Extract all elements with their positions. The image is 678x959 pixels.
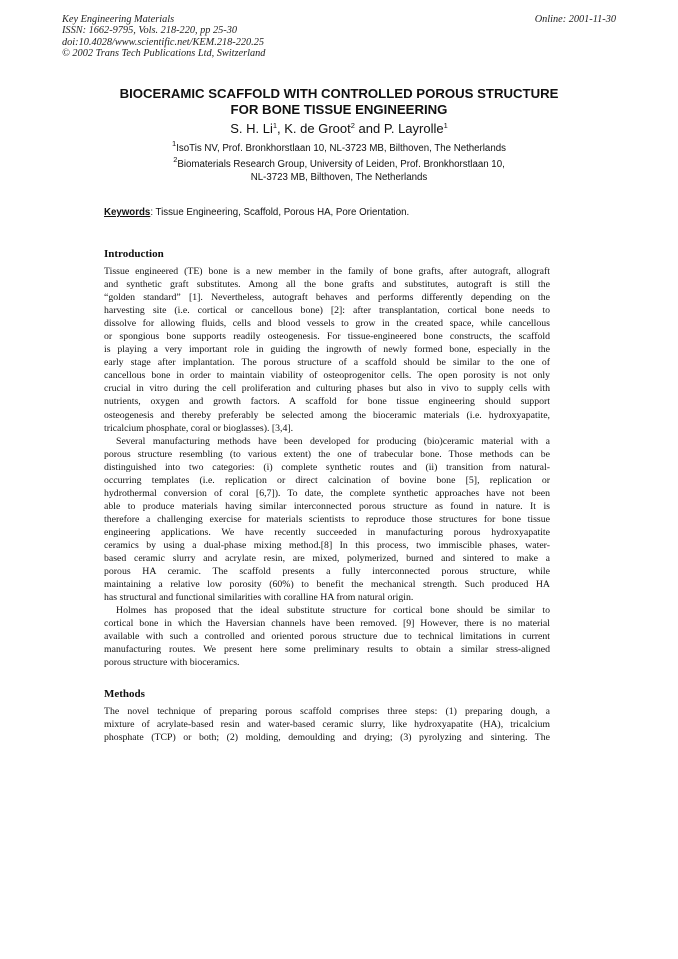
text-line: porous structure resembling (to various extent) the one of trabecular bone. Those methods can be	[104, 448, 550, 460]
text-line: early stage after implantation. The porous structure of a scaffold should be similar to the one of	[104, 357, 550, 369]
text-line: cortical bone in which the Haversian channels have been removed. [9] However, there is no material	[104, 618, 550, 630]
section-heading-methods: Methods	[104, 688, 145, 700]
journal-name: Key Engineering Materials	[62, 14, 175, 25]
text-line: based ceramic slurry and acrylate resin, are mixed, polymerized, burned and sintered to make a	[104, 553, 550, 565]
text-line: dissolve for allowing fluids, cells and blood vessels to grow in the created space, while cancellous	[104, 318, 550, 330]
text-line: distinguished into two categories: (i) complete synthetic routes and (ii) transition from natural-	[104, 461, 550, 473]
text-line: has structural and functional similarities with coralline HA from natural origin.	[104, 592, 414, 604]
author-1-affil-mark: 1	[272, 121, 278, 130]
text-line: cancellous bone in order to maintain viability of osteoprogenitor cells. The open porosity is not only	[104, 370, 550, 382]
affiliation-2-mark: 2	[173, 155, 178, 164]
author-2-affil-mark: 2	[350, 121, 355, 130]
author-separator: and	[354, 121, 384, 136]
text-line: Several manufacturing methods have been developed for producing (bio)ceramic material with a	[116, 435, 550, 447]
text-line: nutrients, oxygen and growth factors. A scaffold for bone tissue engineering should support	[104, 396, 550, 408]
author-1: S. H. Li	[230, 121, 273, 136]
text-line: harvesting site (i.e. cortical or cancellous bone) [2]: after transplantation, cortical bone needs to	[104, 305, 550, 317]
text-line: “golden standard” [1]. Nevertheless, autograft behaves and performs differently depending on the	[104, 292, 550, 304]
text-line: maintaining a relative low porosity (60%) to benefit the mechanical strength. Such produced HA	[104, 579, 550, 591]
author-3: P. Layrolle	[383, 121, 444, 136]
author-list	[62, 121, 616, 137]
paper-title	[62, 86, 616, 118]
affiliation-2-text-line-2: NL-3723 MB, Bilthoven, The Netherlands	[250, 171, 428, 183]
text-line: tricalcium phosphate, coral or bioglasses). [3,4].	[104, 422, 294, 434]
journal-header	[62, 14, 265, 59]
author-3-affil-mark: 1	[443, 121, 448, 130]
text-line: phosphate (TCP) or both; (2) molding, demoulding and drying; (3) pyrolyzing and sintering. The	[104, 732, 550, 744]
text-line: Holmes has proposed that the ideal substitute structure for cortical bone should be similar to	[116, 605, 550, 617]
text-line: is playing a very important role in guiding the ingrowth of newly formed bone, especially in the	[104, 344, 550, 356]
text-line: The novel technique of preparing porous scaffold comprises three steps: (1) preparing dough, a	[104, 706, 550, 717]
text-line: hydrothermal conversion of coral [6,7]). To date, the complete synthetic approaches have not been	[104, 487, 550, 499]
keywords-text: Tissue Engineering, Scaffold, Porous HA, Pore Orientation.	[155, 207, 410, 218]
affiliation-2	[62, 155, 616, 184]
affiliation-2-text-line-1: Biomaterials Research Group, University of Leiden, Prof. Bronkhorstlaan 10,	[177, 159, 505, 170]
online-date: Online: 2001-11-30	[534, 14, 616, 25]
text-line: crucial in vitro during the cell proliferation and culturing phases but also in vivo to supply cells with	[104, 383, 550, 395]
keywords-label: Keywords	[104, 207, 151, 218]
methods-body	[104, 705, 550, 744]
copyright-line: © 2002 Trans Tech Publications Ltd, Switzerland	[62, 47, 266, 59]
title-line-2: FOR BONE TISSUE ENGINEERING	[230, 102, 448, 117]
issn-line: ISSN: 1662-9795, Vols. 218-220, pp 25-30	[62, 25, 238, 37]
introduction-body	[104, 265, 550, 669]
text-line: able to produce materials having similar interconnected porous structure as found in nature. It is	[104, 500, 550, 512]
text-line: available with such a controlled and oriented porous structure due to technical limitations in current	[104, 631, 550, 643]
text-line: and synthetic graft substitutes. Among all the bone grafts and substitutes, autograft is still the	[104, 279, 550, 291]
affiliation-1-text: IsoTis NV, Prof. Bronkhorstlaan 10, NL-3723 MB, Bilthoven, The Netherlands	[176, 143, 506, 154]
text-line: porous HA ceramic. The scaffold presents a fully interconnected porous structure, while	[104, 566, 550, 578]
text-line: Tissue engineered (TE) bone is a new member in the family of bone grafts, after autograft, allograft	[104, 266, 550, 277]
text-line: osteogenesis and thereby preferably be selected among the bioceramic materials (i.e. hydroxyapatite,	[104, 409, 550, 421]
text-line: manufacturing routes. We present here some preliminary results to obtain a similar stress-aligned	[104, 644, 550, 656]
author-2: K. de Groot	[284, 121, 351, 136]
text-line: porous structure with bioceramics.	[104, 657, 240, 669]
affiliation-1-mark: 1	[172, 139, 177, 148]
text-line: engineering applications. We have recently succeeded in manufacturing porous hydroxyapatite	[104, 526, 550, 538]
text-line: occurring templates (i.e. replication or direct calcination of bovine bone [5], replication or	[104, 474, 550, 486]
keywords-line	[104, 207, 409, 219]
text-line: ceramics by using a dual-phase mixing method.[8] In this process, two immiscible phases, water-	[104, 539, 550, 551]
title-line-1: BIOCERAMIC SCAFFOLD WITH CONTROLLED POROUS STRUCTURE	[119, 86, 559, 101]
text-line: mixture of acrylate-based resin and water-based ceramic slurry, like hydroxyapatite (HA), tricalcium	[104, 719, 550, 731]
section-heading-introduction: Introduction	[104, 248, 164, 260]
text-line: therefore a challenging exercise for materials scientists to reproduce those structures for bone tissue	[104, 513, 550, 525]
keywords-colon: :	[150, 207, 156, 218]
text-line: or spongious bone supports readily osteogenesis. For tissue-engineered bone constructs, the scaffold	[104, 331, 550, 343]
author-separator: ,	[277, 121, 285, 136]
doi-line: doi:10.4028/www.scientific.net/KEM.218-220.25	[62, 36, 265, 48]
affiliation-1	[62, 139, 616, 156]
